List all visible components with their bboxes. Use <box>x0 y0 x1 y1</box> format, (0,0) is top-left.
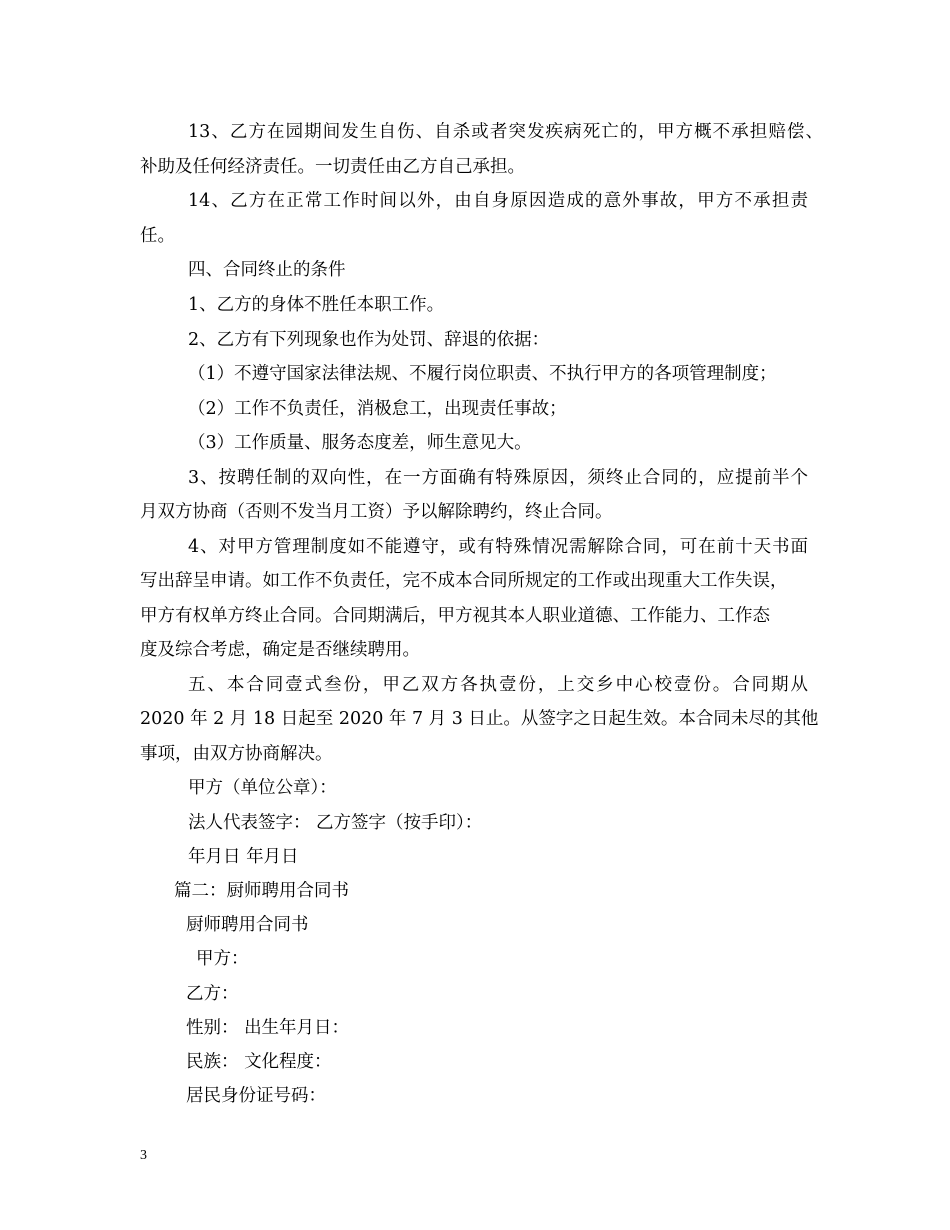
form-field-label: 乙方： <box>186 984 239 1004</box>
section-heading: 五、本合同壹式叁份，甲乙双方各执壹份，上交乡中心校壹份。合同期从 <box>188 675 808 695</box>
text-line: （2）工作不负责任，消极怠工，出现责任事故； <box>188 399 567 419</box>
page-number: 3 <box>140 1148 147 1163</box>
document-title: 厨师聘用合同书 <box>186 915 309 935</box>
signature-label: 法人代表签字： 乙方签字（按手印）： <box>188 813 483 833</box>
signature-label: 甲方（单位公章）： <box>188 778 337 798</box>
text-line: 1、乙方的身体不胜任本职工作。 <box>188 295 445 315</box>
text-line: 2020 年 2 月 18 日起至 2020 年 7 月 3 日止。从签字之日起生效。本合同未尽的其他 <box>140 709 819 729</box>
text-line: 事项，由双方协商解决。 <box>140 744 333 764</box>
form-field-label: 性别： 出生年月日： <box>186 1018 350 1038</box>
text-line: 14、乙方在正常工作时间以外，由自身原因造成的意外事故，甲方不承担责 <box>188 191 808 211</box>
text-line: 度及综合考虑，确定是否继续聘用。 <box>140 640 420 660</box>
section-heading: 篇二：厨师聘用合同书 <box>174 881 349 901</box>
text-line: （1）不遵守国家法律法规、不履行岗位职责、不执行甲方的各项管理制度； <box>188 364 777 384</box>
form-field-label: 甲方： <box>196 949 249 969</box>
text-line: 2、乙方有下列现象也作为处罚、辞退的依据： <box>188 330 550 350</box>
text-line: 补助及任何经济责任。一切责任由乙方自己承担。 <box>140 157 525 177</box>
text-line: （3）工作质量、服务态度差，师生意见大。 <box>188 433 532 453</box>
date-line: 年月日 年月日 <box>188 847 299 867</box>
text-line: 13、乙方在园期间发生自伤、自杀或者突发疾病死亡的，甲方概不承担赔偿、 <box>188 122 823 142</box>
text-line: 月双方协商（否则不发当月工资）予以解除聘约，终止合同。 <box>140 502 613 522</box>
text-line: 甲方有权单方终止合同。合同期满后，甲方视其本人职业道德、工作能力、工作态 <box>140 606 770 626</box>
text-line: 写出辞呈申请。如工作不负责任，完不成本合同所规定的工作或出现重大工作失误， <box>140 571 788 591</box>
form-field-label: 居民身份证号码： <box>186 1086 326 1106</box>
text-line: 4、对甲方管理制度如不能遵守，或有特殊情况需解除合同，可在前十天书面 <box>188 537 808 557</box>
text-line: 3、按聘任制的双向性，在一方面确有特殊原因，须终止合同的，应提前半个 <box>188 468 808 488</box>
section-heading: 四、合同终止的条件 <box>188 260 346 280</box>
text-line: 任。 <box>140 226 175 246</box>
form-field-label: 民族： 文化程度： <box>186 1052 332 1072</box>
